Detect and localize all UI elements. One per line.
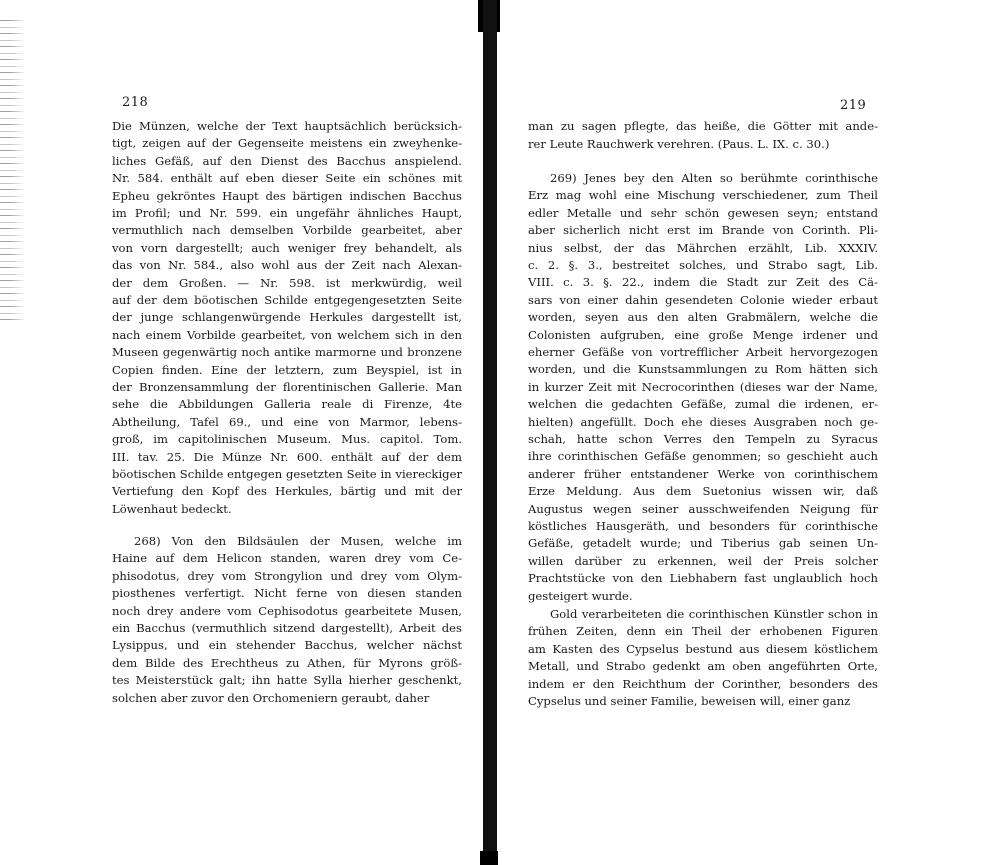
- text-line: in kurzer Zeit mit Necrocorinthen (dieses war der Name,: [528, 379, 878, 394]
- text-line: welchen die gedachten Gefäße, zumal die irdenen, er-: [528, 397, 878, 412]
- text-line: Haine auf dem Helicon standen, waren drey vom Ce-: [112, 551, 462, 566]
- text-line: ein Bacchus (vermuthlich sitzend dargestellt), Arbeit des: [112, 621, 462, 635]
- text-line: köstliches Hausgeräth, und besonders für corinthische: [528, 519, 878, 533]
- text-line: schah, hatte schon Verres den Tempeln zu Syracus: [528, 432, 878, 446]
- text-line: Vertiefung den Kopf des Herkules, bärtig und mit der: [112, 484, 462, 499]
- text-line: sars von einer dahin gesendeten Colonie wieder erbaut: [528, 292, 878, 307]
- text-line: 268) Von den Bildsäulen der Musen, welche im: [134, 534, 462, 548]
- text-line: böotischen Schilde entgegen gesetzten Seite in viereckiger: [112, 467, 462, 481]
- text-line: das von Nr. 584., also wohl aus der Zeit nach Alexan-: [112, 258, 462, 273]
- book-gutter: [483, 0, 497, 865]
- text-line: Löwenhaut bedeckt.: [112, 501, 232, 516]
- scan-edge-speckle: [0, 20, 26, 320]
- text-line: Die Münzen, welche der Text hauptsächlich berücksich-: [112, 119, 462, 133]
- text-line: am Kasten des Cypselus bestund aus diesem köstlichem: [528, 641, 878, 656]
- text-line: solchen aber zuvor den Orchomeniern geraubt, daher: [112, 690, 430, 705]
- text-line: aber sicherlich nicht erst im Brande von Corinth. Pli-: [528, 223, 878, 238]
- text-line: anderer früher entstandener Werke von corinthischem: [528, 466, 878, 481]
- text-line: Museen gegenwärtig noch antike marmorne und bronzene: [112, 345, 462, 360]
- text-line: Abtheilung, Tafel 69., und eine von Marmor, lebens-: [112, 414, 462, 429]
- text-line: Cypselus und seiner Familie, beweisen will, einer ganz: [528, 694, 851, 708]
- scan-gutter-bottom: [480, 851, 498, 865]
- text-line: auf der dem böotischen Schilde entgegengesetzten Seite: [112, 293, 462, 307]
- text-line: worden, seyen aus den alten Grabmälern, welche die: [528, 310, 878, 325]
- text-line: Prachtstücke von den Liebhabern fast unglaublich hoch: [528, 571, 878, 586]
- text-line: willen darüber zu erkennen, weil der Preis solcher: [528, 553, 878, 568]
- text-line: Metall, und Strabo gedenkt am oben angeführten Orte,: [528, 659, 878, 674]
- text-line: rer Leute Rauchwerk verehren. (Paus. L. IX. c. 30.): [528, 136, 830, 151]
- text-line: tes Meisterstück galt; ihn hatte Sylla hierher geschenkt,: [112, 673, 462, 688]
- text-line: gesteigert wurde.: [528, 588, 633, 603]
- page-number: 219: [840, 98, 867, 113]
- text-line: Lysippus, und ein stehender Bacchus, welcher nächst: [112, 638, 462, 653]
- text-line: Erze Meldung. Aus dem Suetonius wissen wir, daß: [528, 484, 878, 499]
- text-line: c. 2. §. 3., bestreitet solches, und Strabo sagt, Lib.: [528, 258, 878, 272]
- text-line: phisodotus, drey vom Strongylion und drey vom Olym-: [112, 568, 462, 583]
- text-line: tigt, zeigen auf der Gegenseite meistens ein zweyhenke-: [112, 136, 462, 151]
- text-line: dem Bilde des Erechtheus zu Athen, für Myrons größ-: [112, 655, 462, 670]
- text-line: Erz mag wohl eine Mischung verschiedener, zum Theil: [528, 188, 878, 203]
- text-line: frühen Zeiten, denn ein Theil der erhobenen Figuren: [528, 624, 878, 639]
- text-line: Epheu gekröntes Haupt des bärtigen indischen Bacchus: [112, 188, 462, 203]
- page-number: 218: [122, 95, 149, 110]
- text-line: sehe die Abbildungen Galleria reale di Firenze, 4te: [112, 397, 462, 412]
- text-line: noch drey andere vom Cephisodotus gearbeitete Musen,: [112, 603, 462, 618]
- text-line: von vorn dargestellt; auch weniger frey behandelt, als: [112, 240, 462, 255]
- text-line: indem er den Reichthum der Corinther, besonders des: [528, 676, 878, 691]
- text-line: man zu sagen pflegte, das heiße, die Götter mit ande-: [528, 119, 878, 133]
- text-line: nach einem Vorbilde gearbeitet, von welchem sich in den: [112, 327, 462, 342]
- text-line: 269) Jenes bey den Alten so berühmte corinthische: [550, 171, 878, 185]
- text-line: VIII. c. 3. §. 22., indem die Stadt zur Zeit des Cä-: [528, 275, 878, 290]
- text-line: Gold verarbeiteten die corinthischen Künstler schon in: [550, 607, 878, 621]
- text-line: Gefäße, getadelt wurde; und Tiberius gab seinen Un-: [528, 536, 878, 551]
- text-line: der junge schlangenwürgende Herkules dargestellt ist,: [112, 310, 462, 325]
- text-line: der dem Großen. — Nr. 598. ist merkwürdig, weil: [112, 275, 462, 290]
- text-line: Colonisten aufgruben, eine große Menge irdener und: [528, 327, 878, 342]
- text-line: groß, im capitolinischen Museum. Mus. capitol. Tom.: [112, 432, 462, 447]
- text-line: Nr. 584. enthält auf eben dieser Seite ein schönes mit: [112, 171, 462, 186]
- text-line: Copien finden. Eine der letztern, zum Beyspiel, ist in: [112, 362, 462, 377]
- text-line: der Bronzensammlung der florentinischen Gallerie. Man: [112, 380, 462, 394]
- text-line: im Profil; und Nr. 599. ein ungefähr ähnliches Haupt,: [112, 206, 462, 220]
- text-line: ihre corinthischen Gefäße genommen; so geschieht auch: [528, 449, 878, 464]
- text-line: liches Gefäß, auf den Dienst des Bacchus anspielend.: [112, 153, 462, 168]
- text-line: worden, und die Kunstsammlungen zu Rom hätten sich: [528, 362, 878, 377]
- text-line: Augustus wegen seiner ausschweifenden Neigung für: [528, 501, 878, 516]
- text-line: vermuthlich nach demselben Vorbilde gearbeitet, aber: [112, 223, 462, 238]
- text-line: III. tav. 25. Die Münze Nr. 600. enthält auf der dem: [112, 449, 462, 464]
- text-line: nius selbst, der das Mährchen erzählt, Lib. XXXIV.: [528, 240, 878, 255]
- text-line: hielten) angefüllt. Doch ehe dieses Ausgraben noch ge-: [528, 414, 878, 429]
- text-line: eherner Gefäße von vortrefflicher Arbeit hervorgezogen: [528, 345, 878, 359]
- text-line: edler Metalle und sehr schön gewesen seyn; entstand: [528, 205, 878, 220]
- text-line: piosthenes verfertigt. Nicht ferne von diesen standen: [112, 586, 462, 601]
